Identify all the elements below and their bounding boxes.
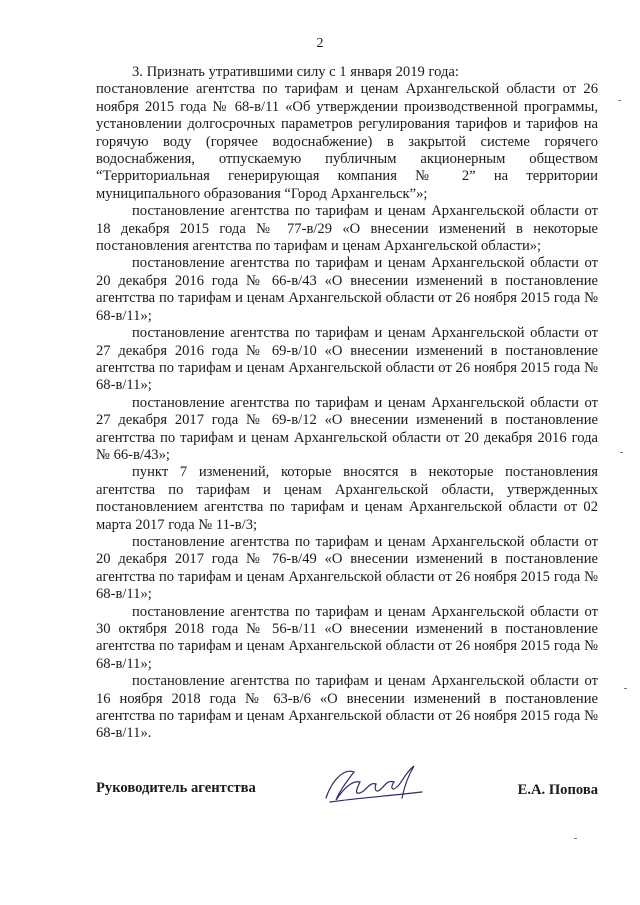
paragraph-resolution-76-49: постановление агентства по тарифам и ценам Архангельской области от 20 декабря 2017 года № 76-в/49 «О внесении изменений в постановление агентства по тарифам и ценам Архангельской области от 26 ноября 2015 года № 68-в/11»;: [96, 533, 598, 603]
scan-mark: [624, 688, 627, 689]
scan-mark: [574, 838, 577, 839]
paragraph-item-7-changes: пункт 7 изменений, которые вносятся в некоторые постановления агентства по тарифам и ценам Архангельской области, утвержденных постановлением агентства по тарифам и ценам Архангельской области от 02 марта 2017 года № 11-в/3;: [96, 464, 598, 533]
paragraph-resolution-69-10: постановление агентства по тарифам и ценам Архангельской области от 27 декабря 2016 года № 69-в/10 «О внесении изменений в постановление агентства по тарифам и ценам Архангельской области от 26 ноября 2015 года № 68-в/11»;: [96, 325, 598, 394]
paragraph-resolution-66-43: постановление агентства по тарифам и ценам Архангельской области от 20 декабря 2016 года № 66-в/43 «О внесении изменений в постановление агентства по тарифам и ценам Архангельской области от 26 ноября 2015 года № 68-в/11»;: [96, 255, 598, 324]
paragraph-resolution-56-11: постановление агентства по тарифам и ценам Архангельской области от 30 октября 2018 года № 56-в/11 «О внесении изменений в постановление агентства по тарифам и ценам Архангельской области от 26 ноября 2015 года № 68-в/11»;: [96, 603, 598, 672]
scan-mark: [620, 452, 623, 453]
paragraph-item-3: 3. Признать утратившими силу с 1 января 2019 года:: [132, 64, 459, 80]
scan-mark: [618, 100, 621, 101]
paragraph-resolution-63-6: постановление агентства по тарифам и ценам Архангельской области от 16 ноября 2018 года № 63-в/6 «О внесении изменений в постановление агентства по тарифам и ценам Архангельской области от 26 ноября 2015 года № 68-в/11».: [96, 673, 598, 742]
signer-title: Руководитель агентства: [96, 780, 256, 796]
document-body: [96, 64, 598, 743]
page-number: 2: [316, 36, 324, 51]
paragraph-resolution-68-11: постановление агентства по тарифам и ценам Архангельской области от 26 ноября 2015 года № 68-в/11 «Об утверждении производственной программы, установлении долгосрочных параметров регулирования тарифов и тарифов на горячую воду (горячее водоснабжение) в закрытой системе горячего водоснабжения, отпускаемую публичным акционерным обществом “Территориальная генерирующая компания № 2” на территории муниципального образования “Город Архангельск”»;: [96, 81, 598, 202]
signer-name: Е.А. Попова: [517, 782, 598, 798]
handwritten-signature: [318, 758, 428, 810]
signature-block: [96, 772, 598, 812]
paragraph-resolution-77-29: постановление агентства по тарифам и ценам Архангельской области от 18 декабря 2015 года № 77-в/29 «О внесении изменений в некоторые постановления агентства по тарифам и ценам Архангельской области»;: [96, 203, 598, 255]
paragraph-resolution-69-12: постановление агентства по тарифам и ценам Архангельской области от 27 декабря 2017 года № 69-в/12 «О внесении изменений в постановление агентства по тарифам и ценам Архангельской области от 20 декабря 2016 года № 66-в/43»;: [96, 394, 598, 463]
